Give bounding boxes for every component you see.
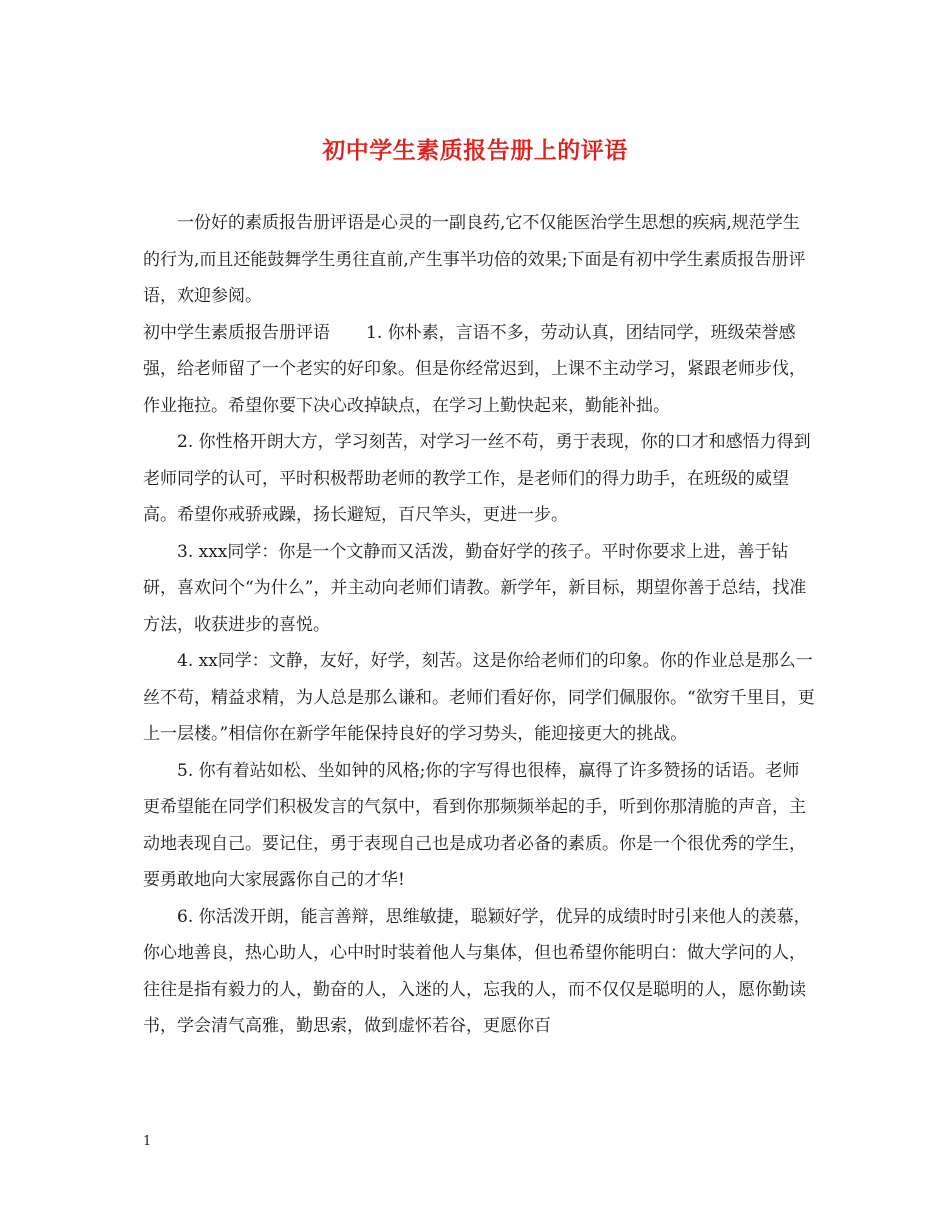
comment-paragraph-2: 2. 你性格开朗大方，学习刻苦，对学习一丝不苟，勇于表现，你的口才和感悟力得到老师同学的认可，平时积极帮助老师的教学工作，是老师们的得力助手，在班级的威望高。希望你戒骄戒躁，扬长避短，百尺竿头，更进一步。 (143, 432, 811, 525)
intro-paragraph: 一份好的素质报告册评语是心灵的一副良药,它不仅能医治学生思想的疾病,规范学生的行为,而且还能鼓舞学生勇往直前,产生事半功倍的效果;下面是有初中学生素质报告册评语，欢迎参阅。 (143, 213, 806, 306)
page-number: 1 (143, 1134, 152, 1149)
comment-text-1: 1. 你朴素，言语不多，劳动认真，团结同学，班级荣誉感强，给老师留了一个老实的好印象。但是你经常迟到，上课不主动学习，紧跟老师步伐，作业拖拉。希望你要下决心改掉缺点，在学习上勤快起来，勤能补拙。 (143, 322, 806, 416)
comment-paragraph-6: 6. 你活泼开朗，能言善辩，思维敏捷，聪颖好学，优异的成绩时时引来他人的羡慕，你心地善良，热心助人，心中时时装着他人与集体，但也希望你能明白：做大学问的人，往往是指有毅力的人，勤奋的人，入迷的人，忘我的人，而不仅仅是聪明的人，愿你勤读书，学会清气高雅，勤思索，做到虚怀若谷，更愿你百 (143, 906, 811, 1036)
comment-paragraph-4: 4. xx同学：文静，友好，好学，刻苦。这是你给老师们的印象。你的作业总是那么一丝不苟，精益求精，为人总是那么谦和。老师们看好你，同学们佩服你。“欲穷千里目，更上一层楼。”相信你在新学年能保持良好的学习势头，能迎接更大的挑战。 (143, 651, 815, 744)
comment-paragraph-5: 5. 你有着站如松、坐如钟的风格;你的字写得也很棒，赢得了许多赞扬的话语。老师更希望能在同学们积极发言的气氛中，看到你那频频举起的手，听到你那清脆的声音，主动地表现自己。要记住，勇于表现自己也是成功者必备的素质。你是一个很优秀的学生，要勇敢地向大家展露你自己的才华! (143, 760, 806, 890)
comment-paragraph-3: 3. xxx同学：你是一个文静而又活泼，勤奋好学的孩子。平时你要求上进，善于钻研，喜欢问个“为什么”，并主动向老师们请教。新学年，新目标，期望你善于总结，找准方法，收获进步的喜悦。 (143, 541, 807, 635)
section-label: 初中学生素质报告册评语 (143, 322, 330, 343)
document-title: 初中学生素质报告册上的评语 (322, 137, 628, 164)
document-body (143, 205, 815, 1045)
comment-paragraph-1 (143, 315, 815, 425)
